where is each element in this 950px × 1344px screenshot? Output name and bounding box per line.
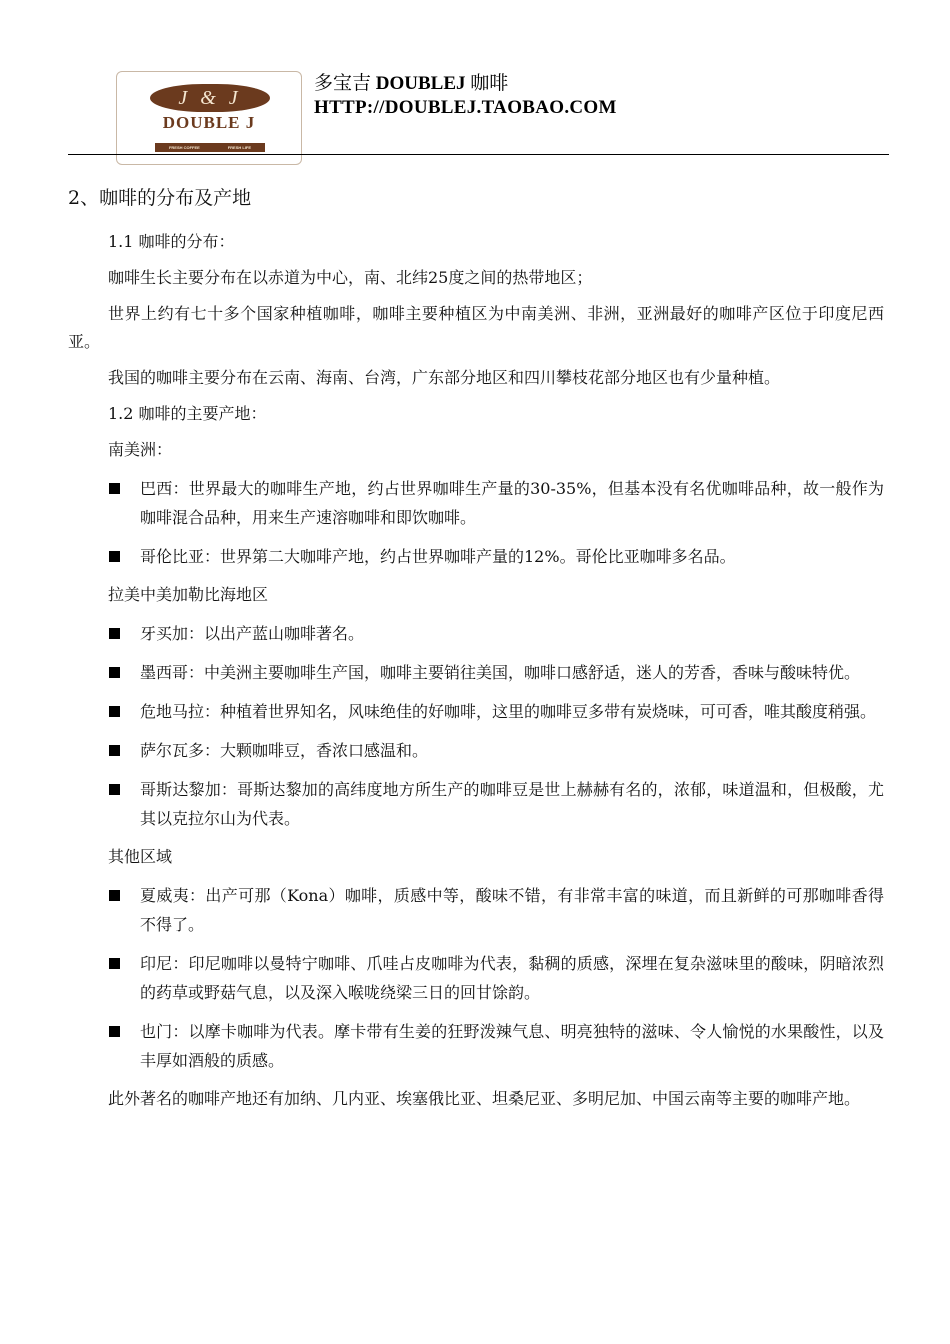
region-list	[68, 474, 884, 571]
square-bullet-icon	[109, 958, 120, 969]
logo-tagline	[155, 143, 265, 152]
header-title-prefix: 多宝吉	[314, 73, 372, 94]
square-bullet-icon	[109, 890, 120, 901]
header-divider	[68, 154, 889, 155]
region-list	[68, 881, 884, 1075]
list-item	[68, 775, 884, 833]
header-title	[314, 68, 508, 95]
region-list	[68, 619, 884, 833]
list-item-text: 萨尔瓦多：大颗咖啡豆，香浓口感温和。	[140, 741, 429, 760]
paragraph-closing: 此外著名的咖啡产地还有加纳、几内亚、埃塞俄比亚、坦桑尼亚、多明尼加、中国云南等主要的咖啡产地。	[108, 1089, 861, 1108]
list-item-text: 夏威夷：出产可那（Kona）咖啡，质感中等，酸味不错，有非常丰富的味道，而且新鲜的可那咖啡香得不得了。	[140, 886, 884, 934]
section-heading: 2、咖啡的分布及产地	[68, 187, 252, 209]
region-heading: 拉美中美加勒比海地区	[108, 585, 269, 604]
list-item	[68, 736, 884, 765]
square-bullet-icon	[109, 706, 120, 717]
paragraph-tropics: 咖啡生长主要分布在以赤道为中心，南、北纬25度之间的热带地区；	[108, 268, 593, 287]
list-item-text: 也门：以摩卡咖啡为代表。摩卡带有生姜的狂野泼辣气息、明亮独特的滋味、令人愉悦的水果酸性，以及丰厚如酒般的质感。	[140, 1022, 884, 1070]
list-item	[68, 1017, 884, 1075]
list-item-text: 哥斯达黎加：哥斯达黎加的高纬度地方所生产的咖啡豆是世上赫赫有名的，浓郁，味道温和，但极酸，尤其以克拉尔山为代表。	[140, 780, 884, 828]
list-item	[68, 697, 884, 726]
list-item-text: 墨西哥：中美洲主要咖啡生产国，咖啡主要销往美国，咖啡口感舒适，迷人的芳香，香味与酸味特优。	[140, 663, 861, 682]
list-item	[68, 949, 884, 1007]
header-url: HTTP://DOUBLEJ.TAOBAO.COM	[314, 97, 617, 118]
document-body	[68, 184, 884, 1121]
header-title-suffix: 咖啡	[470, 73, 509, 94]
region-heading: 南美洲：	[108, 440, 173, 459]
logo-tag-left: FRESH COFFEE	[168, 145, 200, 150]
square-bullet-icon	[109, 667, 120, 678]
square-bullet-icon	[109, 628, 120, 639]
list-item-text: 巴西：世界最大的咖啡生产地，约占世界咖啡生产量的30-35%，但基本没有名优咖啡品种，故一般作为咖啡混合品种，用来生产速溶咖啡和即饮咖啡。	[140, 479, 884, 527]
square-bullet-icon	[109, 745, 120, 756]
list-item	[68, 658, 884, 687]
list-item	[68, 619, 884, 648]
logo-brand: DOUBLE J	[162, 113, 256, 132]
list-item	[68, 881, 884, 939]
square-bullet-icon	[109, 784, 120, 795]
square-bullet-icon	[109, 1026, 120, 1037]
paragraph-world: 世界上约有七十多个国家种植咖啡，咖啡主要种植区为中南美洲、非洲，亚洲最好的咖啡产区位于印度尼西亚。	[68, 304, 884, 351]
list-item-text: 印尼：印尼咖啡以曼特宁咖啡、爪哇占皮咖啡为代表，黏稠的质感，深埋在复杂滋味里的酸味，阴暗浓烈的药草或野菇气息，以及深入喉咙绕梁三日的回甘馀韵。	[140, 954, 884, 1002]
list-item	[68, 474, 884, 532]
header-title-brand: DOUBLEJ	[375, 73, 466, 94]
list-item-text: 牙买加：以出产蓝山咖啡著名。	[140, 624, 365, 643]
subsection-distribution: 1.1 咖啡的分布：	[108, 232, 235, 251]
region-heading: 其他区域	[108, 847, 173, 866]
list-item-text: 哥伦比亚：世界第二大咖啡产地，约占世界咖啡产量的12%。哥伦比亚咖啡多名品。	[140, 547, 736, 566]
logo	[116, 71, 302, 165]
subsection-origins: 1.2 咖啡的主要产地：	[108, 404, 267, 423]
square-bullet-icon	[109, 483, 120, 494]
list-item	[68, 542, 884, 571]
list-item-text: 危地马拉：种植着世界知名，风味绝佳的好咖啡，这里的咖啡豆多带有炭烧味，可可香，唯其酸度稍强。	[140, 702, 877, 721]
square-bullet-icon	[109, 551, 120, 562]
logo-tag-right: FRESH LIFE	[227, 145, 252, 150]
logo-monogram: J & J	[150, 84, 270, 112]
paragraph-china: 我国的咖啡主要分布在云南、海南、台湾，广东部分地区和四川攀枝花部分地区也有少量种植。	[108, 368, 781, 387]
